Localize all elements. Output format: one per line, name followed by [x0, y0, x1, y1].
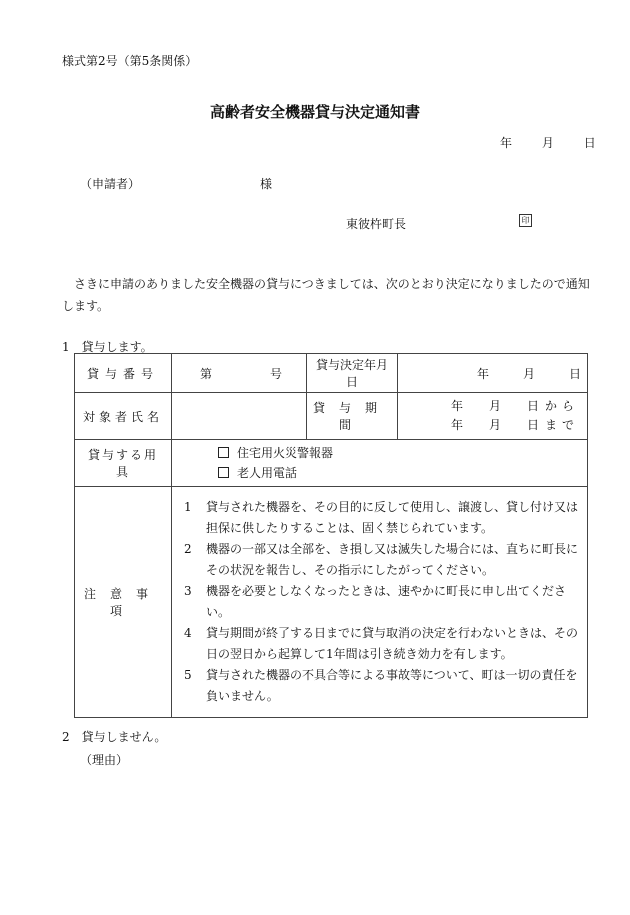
equipment-option-label: 住宅用火災警報器	[237, 446, 334, 460]
loan-period-label: 貸与期間	[307, 393, 398, 440]
equipment-cell	[172, 440, 588, 487]
number-prefix: 第	[200, 366, 213, 381]
number-suffix: 号	[270, 366, 283, 381]
note-text: 機器を必要としなくなったときは、速やかに町長に申し出てください。	[206, 584, 567, 619]
date-day: 日	[583, 136, 596, 150]
form-number: 様式第2号（第5条関係）	[62, 54, 198, 68]
equipment-option[interactable]	[180, 463, 579, 483]
note-item	[180, 623, 579, 665]
note-text: 貸与された機器の不具合等による事故等について、町は一切の責任を負いません。	[206, 668, 578, 703]
loan-number-label: 貸与番号	[75, 354, 172, 393]
note-number: 4	[184, 626, 192, 640]
note-number: 1	[184, 500, 192, 514]
to-month: 月	[488, 418, 501, 432]
intro-paragraph: さきに申請のありました安全機器の貸与につきましては、次のとおり決定になりましたので通知します。	[62, 277, 590, 313]
loan-details-table	[74, 353, 588, 718]
checkbox-icon[interactable]	[218, 447, 229, 458]
equipment-label: 貸与する用具	[75, 440, 172, 487]
note-text: 貸与期間が終了する日までに貸与取消の決定を行わないときは、その日の翌日から起算して1年間は引き続き効力を有します。	[206, 626, 579, 661]
issuer-name: 東彼杵町長	[346, 217, 407, 231]
note-item	[180, 539, 579, 581]
table-row	[75, 440, 588, 487]
note-number: 5	[184, 668, 192, 682]
section2-heading: 2 貸与しません。	[62, 730, 167, 744]
applicant-label: （申請者）	[80, 177, 141, 191]
note-text: 機器の一部又は全部を、き損し又は滅失した場合には、直ちに町長にその状況を報告し、その指示にしたがってください。	[206, 542, 579, 577]
recipient-name-cell	[172, 393, 307, 440]
from-month: 月	[488, 399, 501, 413]
reason-label: （理由）	[80, 753, 129, 767]
issue-date	[500, 134, 596, 151]
from-suffix: から	[544, 399, 579, 413]
loan-period-cell	[398, 393, 588, 440]
note-number: 3	[184, 584, 192, 598]
equipment-option[interactable]	[180, 443, 579, 463]
decision-date-label: 貸与決定年月日	[307, 354, 398, 393]
decision-year: 年	[476, 366, 489, 381]
seal-stamp: 印	[519, 214, 532, 227]
date-month: 月	[541, 136, 554, 150]
notes-cell	[172, 487, 588, 718]
document-title: 高齢者安全機器貸与決定通知書	[209, 103, 420, 121]
applicant-honorific: 様	[260, 177, 273, 191]
decision-month: 月	[522, 366, 535, 381]
note-item	[180, 581, 579, 623]
loan-number-cell	[172, 354, 307, 393]
to-year: 年	[450, 418, 463, 432]
table-row	[75, 393, 588, 440]
notes-label: 注意事項	[75, 487, 172, 718]
from-day: 日	[526, 399, 539, 413]
recipient-name-label: 対象者氏名	[75, 393, 172, 440]
note-item	[180, 665, 579, 707]
note-number: 2	[184, 542, 192, 556]
note-text: 貸与された機器を、その目的に反して使用し、譲渡し、貸し付け又は担保に供したりすることは、固く禁じられています。	[206, 500, 579, 535]
table-row	[75, 354, 588, 393]
decision-date-cell	[398, 354, 588, 393]
to-suffix: まで	[544, 418, 579, 432]
note-item	[180, 497, 579, 539]
from-year: 年	[450, 399, 463, 413]
checkbox-icon[interactable]	[218, 467, 229, 478]
decision-day: 日	[568, 366, 581, 381]
to-day: 日	[526, 418, 539, 432]
section1-heading: 1 貸与します。	[62, 340, 153, 354]
equipment-option-label: 老人用電話	[237, 466, 298, 480]
period-from	[406, 397, 579, 416]
date-year: 年	[500, 136, 513, 150]
table-row	[75, 487, 588, 718]
period-to	[406, 416, 579, 435]
